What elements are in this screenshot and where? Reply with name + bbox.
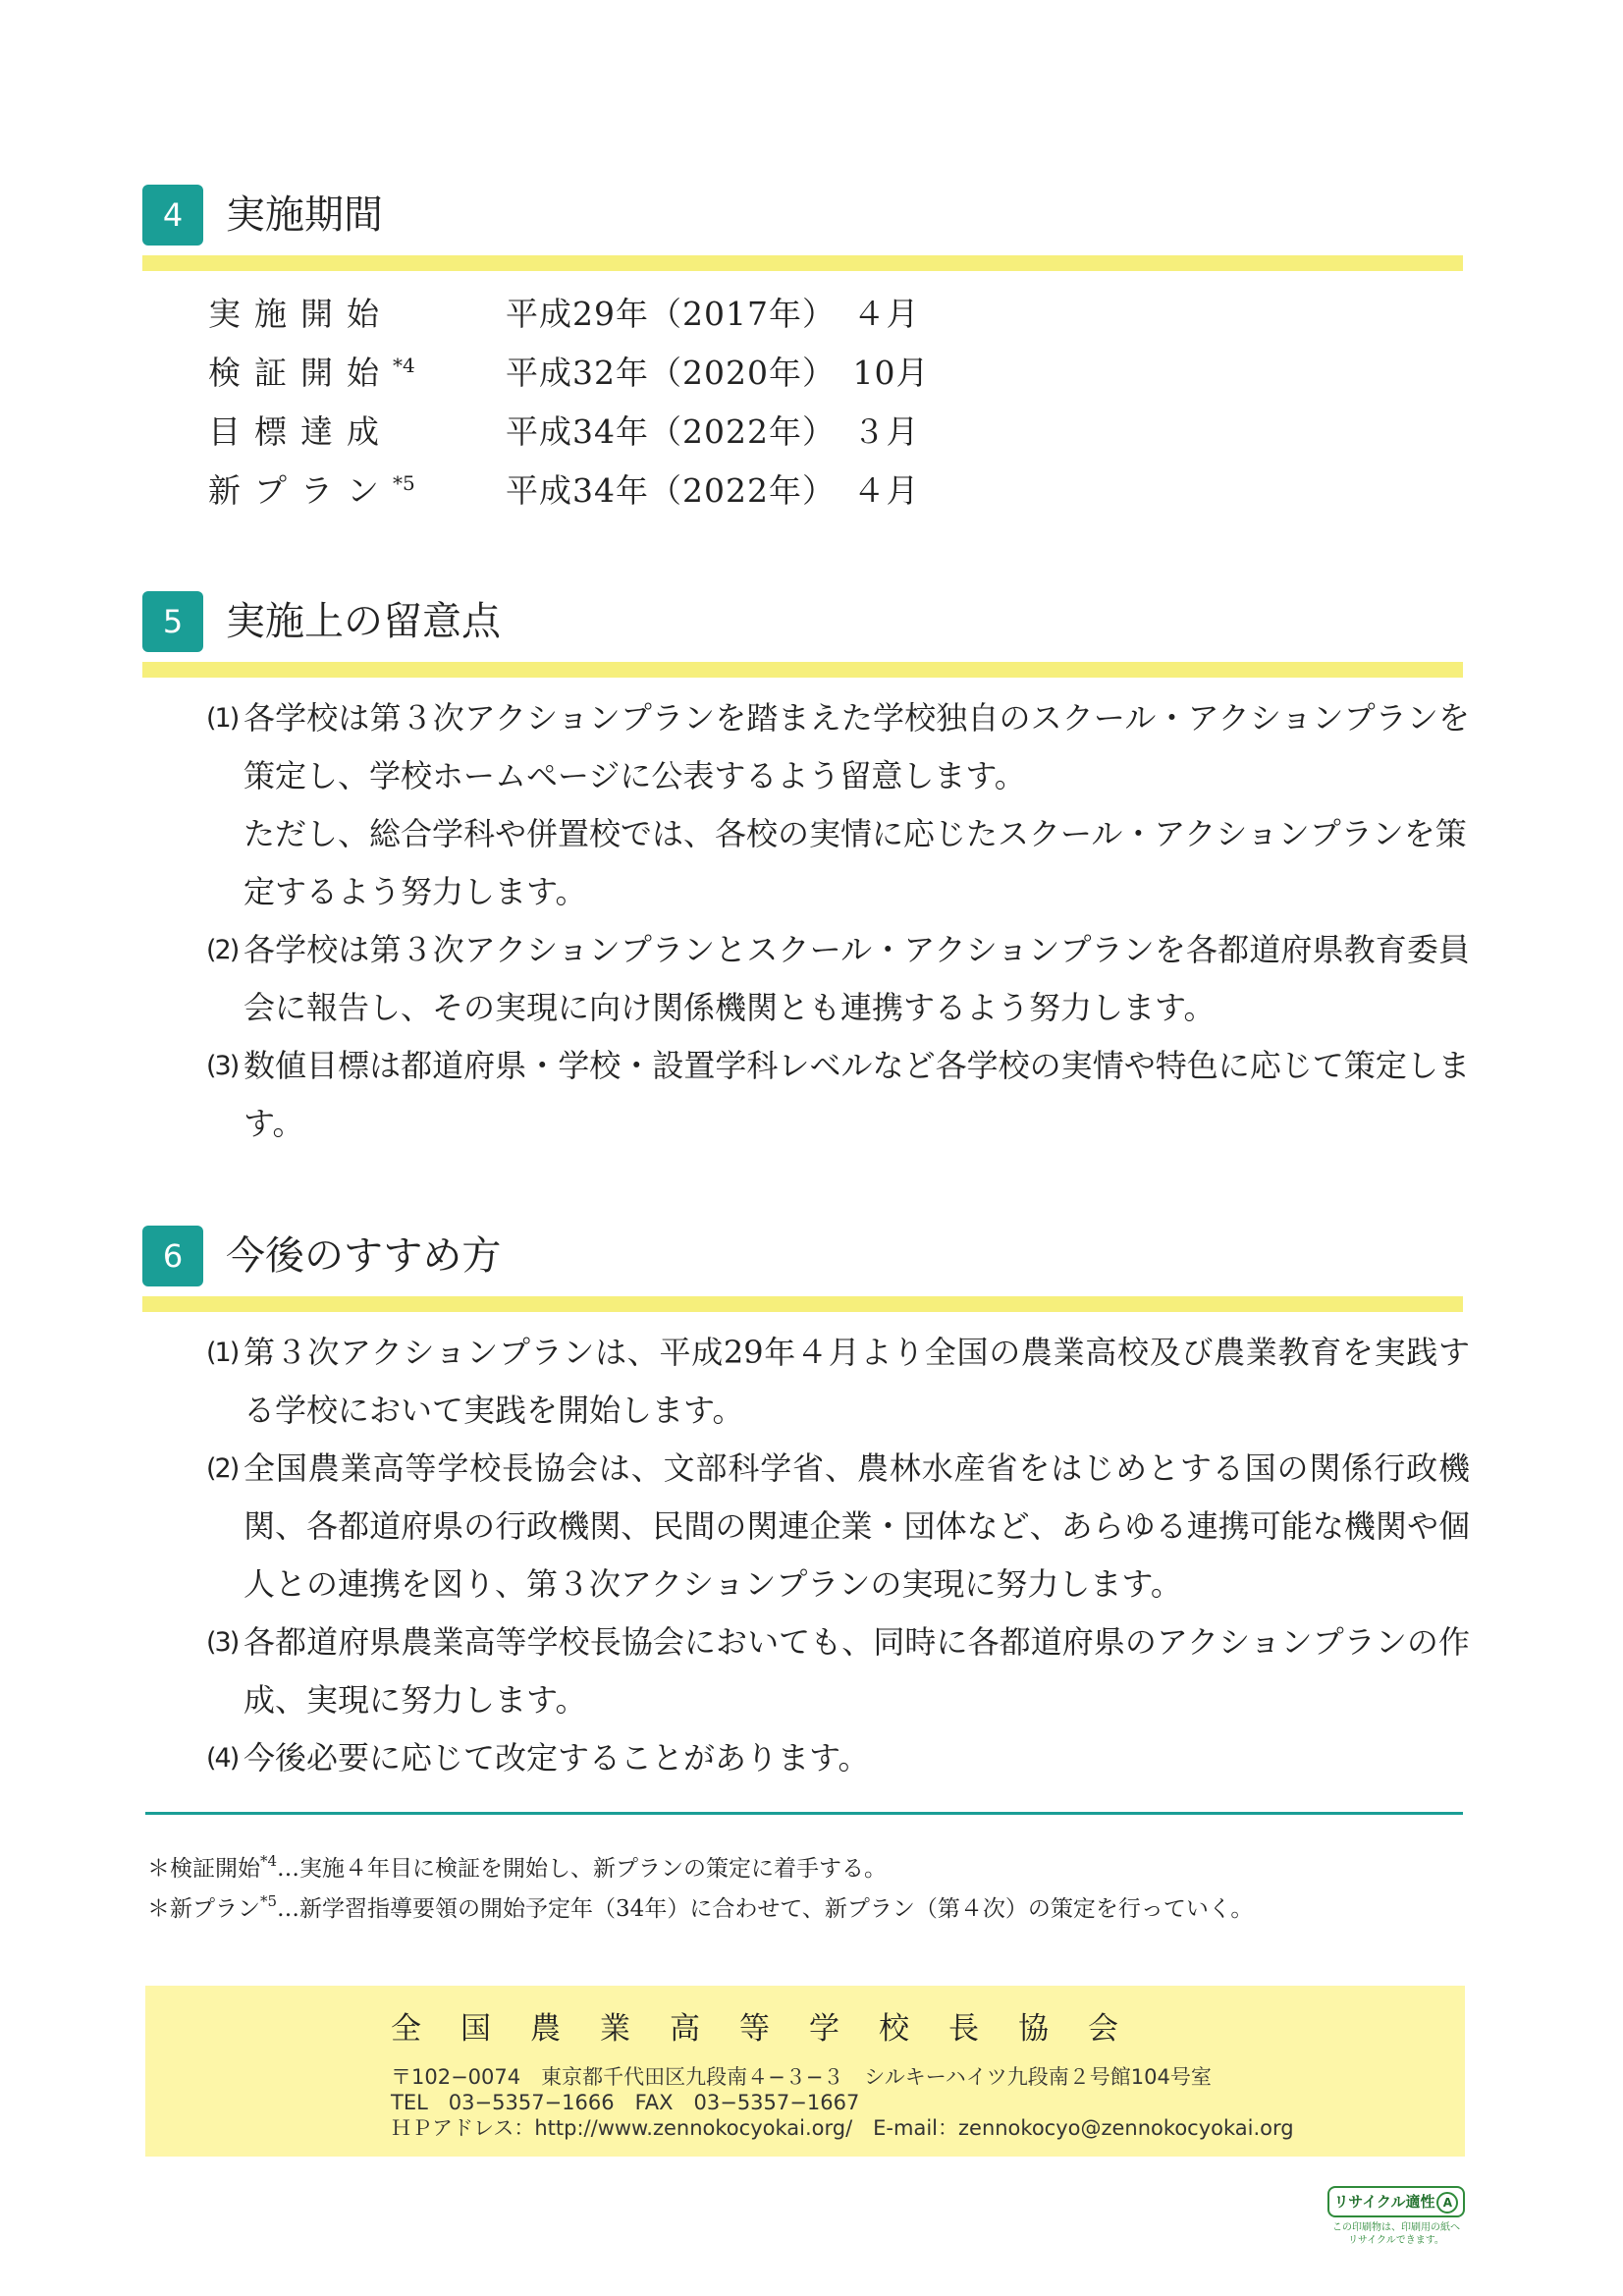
list-item	[208, 689, 1470, 921]
footer-web: ＨＰアドレス：http://www.zennokocyokai.org/ E-mail：zennokocyo@zennokocyokai.org	[391, 2116, 1294, 2140]
recycle-badge: リサイクル適性 A	[1327, 2186, 1465, 2217]
section-number-badge: 5	[142, 591, 203, 652]
footnote-divider	[145, 1812, 1463, 1815]
recycle-note: この印刷物は、印刷用の紙へ リサイクルできます。	[1332, 2222, 1460, 2246]
next-steps-list	[208, 1324, 1470, 1787]
item-text: 各都道府県農業高等学校長協会においても、同時に各都道府県のアクションプランの作成、実現に努力します。	[243, 1623, 1470, 1719]
recycle-grade-icon: A	[1436, 2192, 1458, 2214]
list-item	[208, 1324, 1470, 1440]
item-number: (3)	[206, 1051, 239, 1081]
item-text: 各学校は第３次アクションプランとスクール・アクションプランを各都道府県教育委員会に報告し、その実現に向け関係機関とも連携するよう努力します。	[243, 931, 1470, 1026]
item-text: 数値目標は都道府県・学校・設置学科レベルなど各学校の実情や特色に応じて策定します。	[243, 1047, 1470, 1142]
item-subtext: ただし、総合学科や併置校では、各校の実情に応じたスクール・アクションプランを策定するよう努力します。	[243, 815, 1467, 910]
item-number: (1)	[206, 1338, 239, 1368]
item-number: (2)	[206, 935, 239, 965]
footer-contact-box	[145, 1986, 1465, 2157]
footer-phone: TEL 03−5357−1666 FAX 03−5357−1667	[391, 2091, 860, 2114]
schedule-label: 新プラン$^{*5}$	[208, 471, 415, 510]
schedule-label: 目標達成	[208, 412, 393, 451]
schedule-value: 平成34年（2022年） ４月	[506, 471, 920, 510]
footer-address: 〒102−0074 東京都千代田区九段南４−３−３ シルキーハイツ九段南２号館104号室	[391, 2065, 1212, 2089]
schedule-label: 実施開始	[208, 295, 393, 333]
schedule-label: 検証開始$^{*4}$	[208, 354, 415, 392]
list-item	[208, 921, 1470, 1037]
recycle-mark	[1327, 2186, 1465, 2247]
item-text: 全国農業高等学校長協会は、文部科学省、農林水産省をはじめとする国の関係行政機関、各都道府県の行政機関、民間の関連企業・団体など、あらゆる連携可能な機関や個人との連携を図り、第３次アクションプランの実現に努力します。	[243, 1449, 1470, 1603]
section-title: 実施上の留意点	[226, 599, 501, 644]
item-number: (3)	[206, 1627, 239, 1658]
list-item	[208, 1037, 1470, 1153]
section-6-heading	[142, 1226, 1463, 1286]
list-item	[208, 1613, 1470, 1729]
item-text: 今後必要に応じて改定することがあります。	[243, 1739, 870, 1777]
item-text: 第３次アクションプランは、平成29年４月より全国の農業高校及び農業教育を実践する学校において実践を開始します。	[243, 1334, 1470, 1429]
schedule-value: 平成29年（2017年） ４月	[506, 295, 920, 333]
footnote: ＊新プラン$^{*5}$…新学習指導要領の開始予定年（34年）に合わせて、新プラン（第４次）の策定を行っていく。	[147, 1892, 1254, 1922]
footnote: ＊検証開始$^{*4}$…実施４年目に検証を開始し、新プランの策定に着手する。	[147, 1852, 888, 1882]
schedule-value: 平成32年（2020年） 10月	[506, 354, 930, 392]
organization-name: 全国農業高等学校長協会	[391, 2011, 1158, 2047]
section-4-heading	[142, 185, 1463, 246]
section-number-badge: 4	[142, 185, 203, 246]
item-text: 各学校は第３次アクションプランを踏まえた学校独自のスクール・アクションプランを策定し、学校ホームページに公表するよう留意します。	[243, 699, 1470, 794]
considerations-list	[208, 689, 1470, 1153]
section-underline	[142, 662, 1463, 678]
section-underline	[142, 1296, 1463, 1312]
item-number: (1)	[206, 703, 239, 734]
item-number: (4)	[206, 1743, 239, 1774]
schedule-value: 平成34年（2022年） ３月	[506, 412, 920, 451]
section-title: 実施期間	[226, 192, 383, 238]
section-title: 今後のすすめ方	[226, 1233, 502, 1279]
list-item	[208, 1440, 1470, 1613]
list-item	[208, 1729, 1470, 1787]
section-number-badge: 6	[142, 1226, 203, 1286]
section-5-heading	[142, 591, 1463, 652]
section-underline	[142, 255, 1463, 271]
item-number: (2)	[206, 1453, 239, 1484]
